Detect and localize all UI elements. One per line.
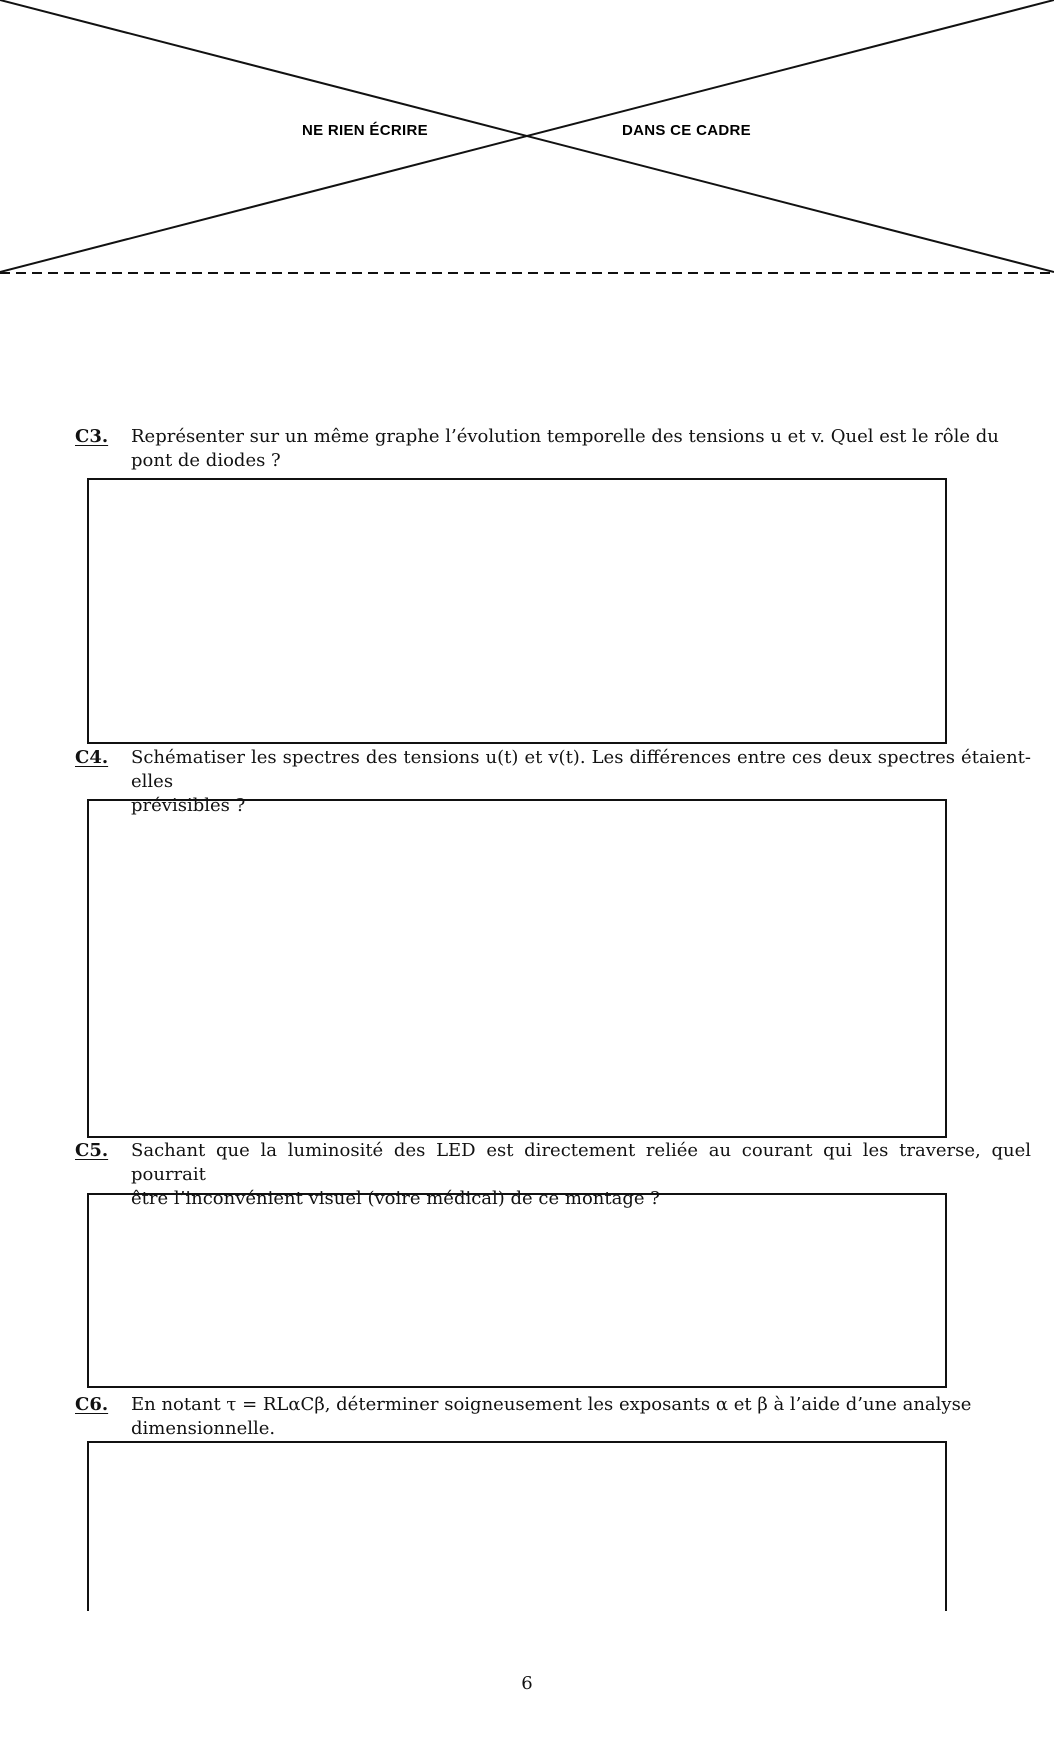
question-number: C6.	[75, 1394, 109, 1415]
question-number: C3.	[75, 426, 109, 447]
question-text-line: pont de diodes ?	[131, 450, 281, 471]
question-text-line: En notant τ = RLαCβ, déterminer soigneusement les exposants α et β à l’aide d’une analyse	[131, 1394, 972, 1415]
question-text-line: être l’inconvénient visuel (voire médical) de ce montage ?	[131, 1188, 660, 1209]
question-text-line: Représenter sur un même graphe l’évolution temporelle des tensions u et v. Quel est le rôle du	[131, 426, 999, 447]
answer-box-c6[interactable]	[87, 1441, 947, 1611]
question-text-line: Schématiser les spectres des tensions u(t) et v(t). Les différences entre ces deux spectres étaient-elles	[131, 747, 1031, 792]
header-label-left: NE RIEN ÉCRIRE	[302, 122, 428, 139]
question-text-line: dimensionnelle.	[131, 1418, 276, 1439]
answer-box-c5[interactable]	[87, 1193, 947, 1388]
question-text-line: prévisibles ?	[131, 795, 246, 816]
question-text	[131, 425, 1031, 473]
header-label-right: DANS CE CADRE	[622, 122, 751, 139]
answer-box-c3[interactable]	[87, 478, 947, 744]
question-text-line: Sachant que la luminosité des LED est directement reliée au courant qui les traverse, quel pourrait	[131, 1140, 1031, 1185]
page-number: 6	[521, 1673, 533, 1694]
question-number: C5.	[75, 1140, 109, 1161]
do-not-write-frame	[0, 0, 1054, 290]
question-number: C4.	[75, 747, 109, 768]
answer-box-c4[interactable]	[87, 799, 947, 1138]
question-text	[131, 1393, 1031, 1441]
